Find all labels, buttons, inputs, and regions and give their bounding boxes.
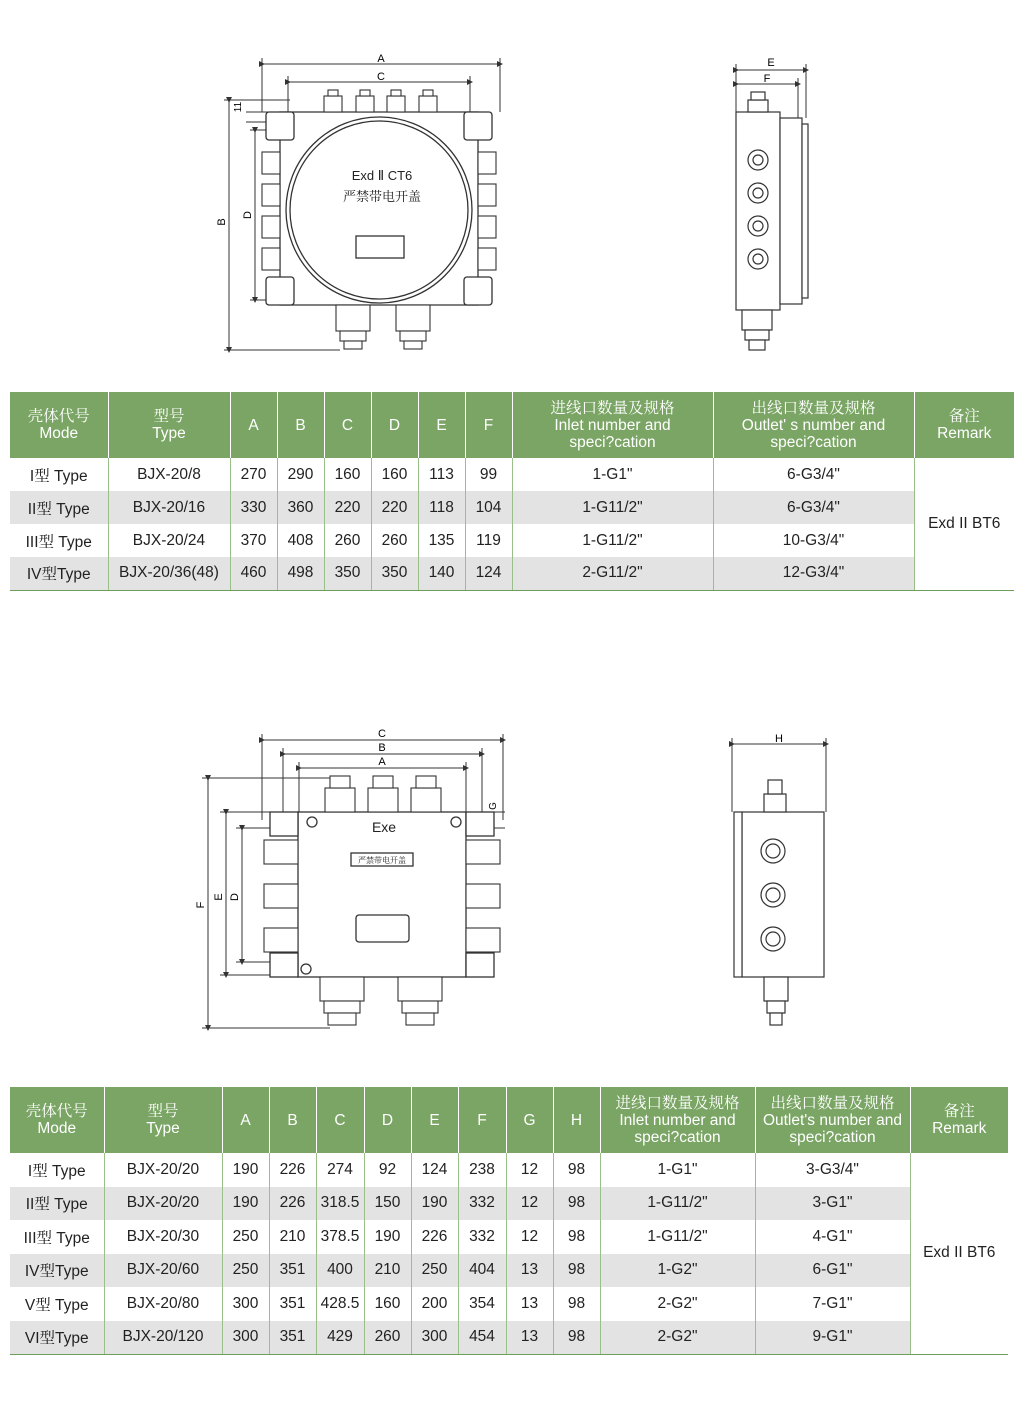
cell-f: 332 <box>458 1220 506 1254</box>
cell-b: 408 <box>277 524 324 557</box>
dim-label-a: A <box>378 756 386 768</box>
cell-e: 200 <box>411 1287 458 1321</box>
cell-e: 124 <box>411 1153 458 1187</box>
cell-c: 378.5 <box>316 1220 364 1254</box>
cell-a: 250 <box>222 1254 269 1288</box>
cell-model: BJX-20/80 <box>104 1287 222 1321</box>
cell-e: 226 <box>411 1220 458 1254</box>
header-g: G <box>506 1087 553 1153</box>
cell-g: 13 <box>506 1254 553 1288</box>
cell-b: 498 <box>277 557 324 590</box>
header-a: A <box>222 1087 269 1153</box>
cell-inlet: 1-G2" <box>600 1254 755 1288</box>
cell-b: 360 <box>277 491 324 524</box>
cell-d: 210 <box>364 1254 411 1288</box>
header-type: 型号 Type <box>104 1087 222 1153</box>
header-e: E <box>418 392 465 458</box>
header-h: H <box>553 1087 600 1153</box>
cell-mode: III型 Type <box>10 524 108 557</box>
cell-inlet: 1-G11/2" <box>600 1187 755 1221</box>
dim-label-d: D <box>229 893 241 901</box>
cell-d: 150 <box>364 1187 411 1221</box>
cell-g: 12 <box>506 1220 553 1254</box>
header-d: D <box>364 1087 411 1153</box>
spec-table-1 <box>10 392 1014 591</box>
cover-marking-ex: Exd Ⅱ CT6 <box>351 168 413 183</box>
cell-b: 226 <box>269 1187 316 1221</box>
cell-c: 428.5 <box>316 1287 364 1321</box>
cell-outlet: 10-G3/4" <box>713 524 914 557</box>
cell-remark: Exd II BT6 <box>914 458 1014 590</box>
cell-outlet: 7-G1" <box>755 1287 910 1321</box>
cell-mode: I型 Type <box>10 1153 104 1187</box>
header-mode: 壳体代号 Mode <box>10 392 108 458</box>
cell-a: 190 <box>222 1153 269 1187</box>
header-c: C <box>324 392 371 458</box>
cell-outlet: 6-G1" <box>755 1254 910 1288</box>
header-remark: 备注 Remark <box>914 392 1014 458</box>
cell-inlet: 1-G11/2" <box>512 524 713 557</box>
dim-label-e: E <box>213 893 225 901</box>
table-row <box>10 491 1014 524</box>
cell-outlet: 3-G1" <box>755 1187 910 1221</box>
cell-f: 354 <box>458 1287 506 1321</box>
cell-h: 98 <box>553 1153 600 1187</box>
cell-d: 190 <box>364 1220 411 1254</box>
cell-f: 104 <box>465 491 512 524</box>
table-row <box>10 1187 1008 1221</box>
cell-c: 400 <box>316 1254 364 1288</box>
dim-label-f: F <box>195 901 207 909</box>
cell-h: 98 <box>553 1187 600 1221</box>
cell-d: 160 <box>371 458 418 491</box>
cell-f: 404 <box>458 1254 506 1288</box>
cell-model: BJX-20/8 <box>108 458 230 491</box>
dim-label-a: A <box>377 53 385 65</box>
cell-h: 98 <box>553 1321 600 1355</box>
cell-model: BJX-20/120 <box>104 1321 222 1355</box>
cell-d: 92 <box>364 1153 411 1187</box>
dim-label-c: C <box>378 728 386 740</box>
cell-a: 460 <box>230 557 277 590</box>
cover-warning-text: 严禁带电开盖 <box>358 856 406 865</box>
table-row <box>10 1287 1008 1321</box>
cover-warning-text: 严禁带电开盖 <box>342 189 422 204</box>
cell-f: 119 <box>465 524 512 557</box>
table-row <box>10 1153 1008 1187</box>
cell-a: 300 <box>222 1321 269 1355</box>
table-row <box>10 1321 1008 1355</box>
header-mode: 壳体代号 Mode <box>10 1087 104 1153</box>
cell-a: 270 <box>230 458 277 491</box>
cell-model: BJX-20/20 <box>104 1187 222 1221</box>
cell-model: BJX-20/36(48) <box>108 557 230 590</box>
cell-a: 370 <box>230 524 277 557</box>
cell-d: 260 <box>364 1321 411 1355</box>
cell-b: 210 <box>269 1220 316 1254</box>
cell-mode: V型 Type <box>10 1287 104 1321</box>
header-inlet: 进线口数量及规格 Inlet number and speci?cation <box>600 1087 755 1153</box>
cell-g: 13 <box>506 1321 553 1355</box>
cell-mode: II型 Type <box>10 1187 104 1221</box>
cell-inlet: 2-G11/2" <box>512 557 713 590</box>
cell-c: 350 <box>324 557 371 590</box>
dim-label-11: 11 <box>233 101 244 113</box>
cell-d: 350 <box>371 557 418 590</box>
header-b: B <box>269 1087 316 1153</box>
cell-b: 290 <box>277 458 324 491</box>
table-row <box>10 458 1014 491</box>
cell-model: BJX-20/16 <box>108 491 230 524</box>
header-f: F <box>465 392 512 458</box>
cell-mode: I型 Type <box>10 458 108 491</box>
cell-e: 140 <box>418 557 465 590</box>
header-a: A <box>230 392 277 458</box>
cell-f: 238 <box>458 1153 506 1187</box>
table-row <box>10 524 1014 557</box>
header-f: F <box>458 1087 506 1153</box>
cell-f: 332 <box>458 1187 506 1221</box>
cell-inlet: 2-G2" <box>600 1287 755 1321</box>
junction-box-drawing-bottom <box>0 720 1024 1040</box>
cell-e: 113 <box>418 458 465 491</box>
cell-a: 190 <box>222 1187 269 1221</box>
cell-h: 98 <box>553 1287 600 1321</box>
cell-a: 300 <box>222 1287 269 1321</box>
cell-a: 330 <box>230 491 277 524</box>
table-row <box>10 557 1014 590</box>
cell-d: 160 <box>364 1287 411 1321</box>
header-b: B <box>277 392 324 458</box>
header-remark: 备注 Remark <box>910 1087 1008 1153</box>
cover-marking-exe: Exe <box>371 819 397 835</box>
header-type: 型号 Type <box>108 392 230 458</box>
cell-model: BJX-20/24 <box>108 524 230 557</box>
cell-c: 318.5 <box>316 1187 364 1221</box>
cell-a: 250 <box>222 1220 269 1254</box>
cell-e: 118 <box>418 491 465 524</box>
cell-mode: IV型Type <box>10 1254 104 1288</box>
dim-label-f: F <box>763 73 771 85</box>
cell-mode: IV型Type <box>10 557 108 590</box>
cell-h: 98 <box>553 1220 600 1254</box>
cell-outlet: 12-G3/4" <box>713 557 914 590</box>
dim-label-e: E <box>767 57 775 69</box>
header-outlet: 出线口数量及规格 Outlet' s number and speci?cation <box>713 392 914 458</box>
cell-b: 351 <box>269 1287 316 1321</box>
header-e: E <box>411 1087 458 1153</box>
cell-e: 300 <box>411 1321 458 1355</box>
spec-table-2 <box>10 1087 1008 1355</box>
cell-mode: III型 Type <box>10 1220 104 1254</box>
cell-c: 429 <box>316 1321 364 1355</box>
dim-label-d: D <box>242 211 254 219</box>
cell-inlet: 1-G11/2" <box>512 491 713 524</box>
dim-label-h: H <box>775 733 783 745</box>
cell-b: 351 <box>269 1321 316 1355</box>
table-row <box>10 1220 1008 1254</box>
cell-c: 220 <box>324 491 371 524</box>
cell-h: 98 <box>553 1254 600 1288</box>
cell-inlet: 2-G2" <box>600 1321 755 1355</box>
cell-f: 454 <box>458 1321 506 1355</box>
cell-c: 160 <box>324 458 371 491</box>
cell-inlet: 1-G11/2" <box>600 1220 755 1254</box>
cell-model: BJX-20/60 <box>104 1254 222 1288</box>
cell-g: 13 <box>506 1287 553 1321</box>
cell-f: 124 <box>465 557 512 590</box>
header-c: C <box>316 1087 364 1153</box>
cell-e: 135 <box>418 524 465 557</box>
dim-label-g: G <box>488 802 499 810</box>
cell-mode: II型 Type <box>10 491 108 524</box>
cell-outlet: 3-G3/4" <box>755 1153 910 1187</box>
cell-remark: Exd II BT6 <box>910 1153 1008 1354</box>
cell-f: 99 <box>465 458 512 491</box>
cell-outlet: 9-G1" <box>755 1321 910 1355</box>
cell-c: 274 <box>316 1153 364 1187</box>
dim-label-c: C <box>377 71 385 83</box>
cell-d: 220 <box>371 491 418 524</box>
cell-g: 12 <box>506 1153 553 1187</box>
dim-label-b: B <box>216 218 228 226</box>
table-row <box>10 1254 1008 1288</box>
cell-model: BJX-20/20 <box>104 1153 222 1187</box>
cell-e: 190 <box>411 1187 458 1221</box>
cell-b: 226 <box>269 1153 316 1187</box>
header-outlet: 出线口数量及规格 Outlet's number and speci?cation <box>755 1087 910 1153</box>
junction-box-drawing-top <box>0 0 1024 370</box>
dim-label-b: B <box>378 742 386 754</box>
cell-inlet: 1-G1" <box>600 1153 755 1187</box>
cell-outlet: 4-G1" <box>755 1220 910 1254</box>
cell-d: 260 <box>371 524 418 557</box>
cell-e: 250 <box>411 1254 458 1288</box>
cell-model: BJX-20/30 <box>104 1220 222 1254</box>
cell-outlet: 6-G3/4" <box>713 491 914 524</box>
cell-inlet: 1-G1" <box>512 458 713 491</box>
cell-outlet: 6-G3/4" <box>713 458 914 491</box>
header-inlet: 进线口数量及规格 Inlet number and speci?cation <box>512 392 713 458</box>
cell-g: 12 <box>506 1187 553 1221</box>
header-d: D <box>371 392 418 458</box>
cell-mode: VI型Type <box>10 1321 104 1355</box>
cell-b: 351 <box>269 1254 316 1288</box>
cell-c: 260 <box>324 524 371 557</box>
